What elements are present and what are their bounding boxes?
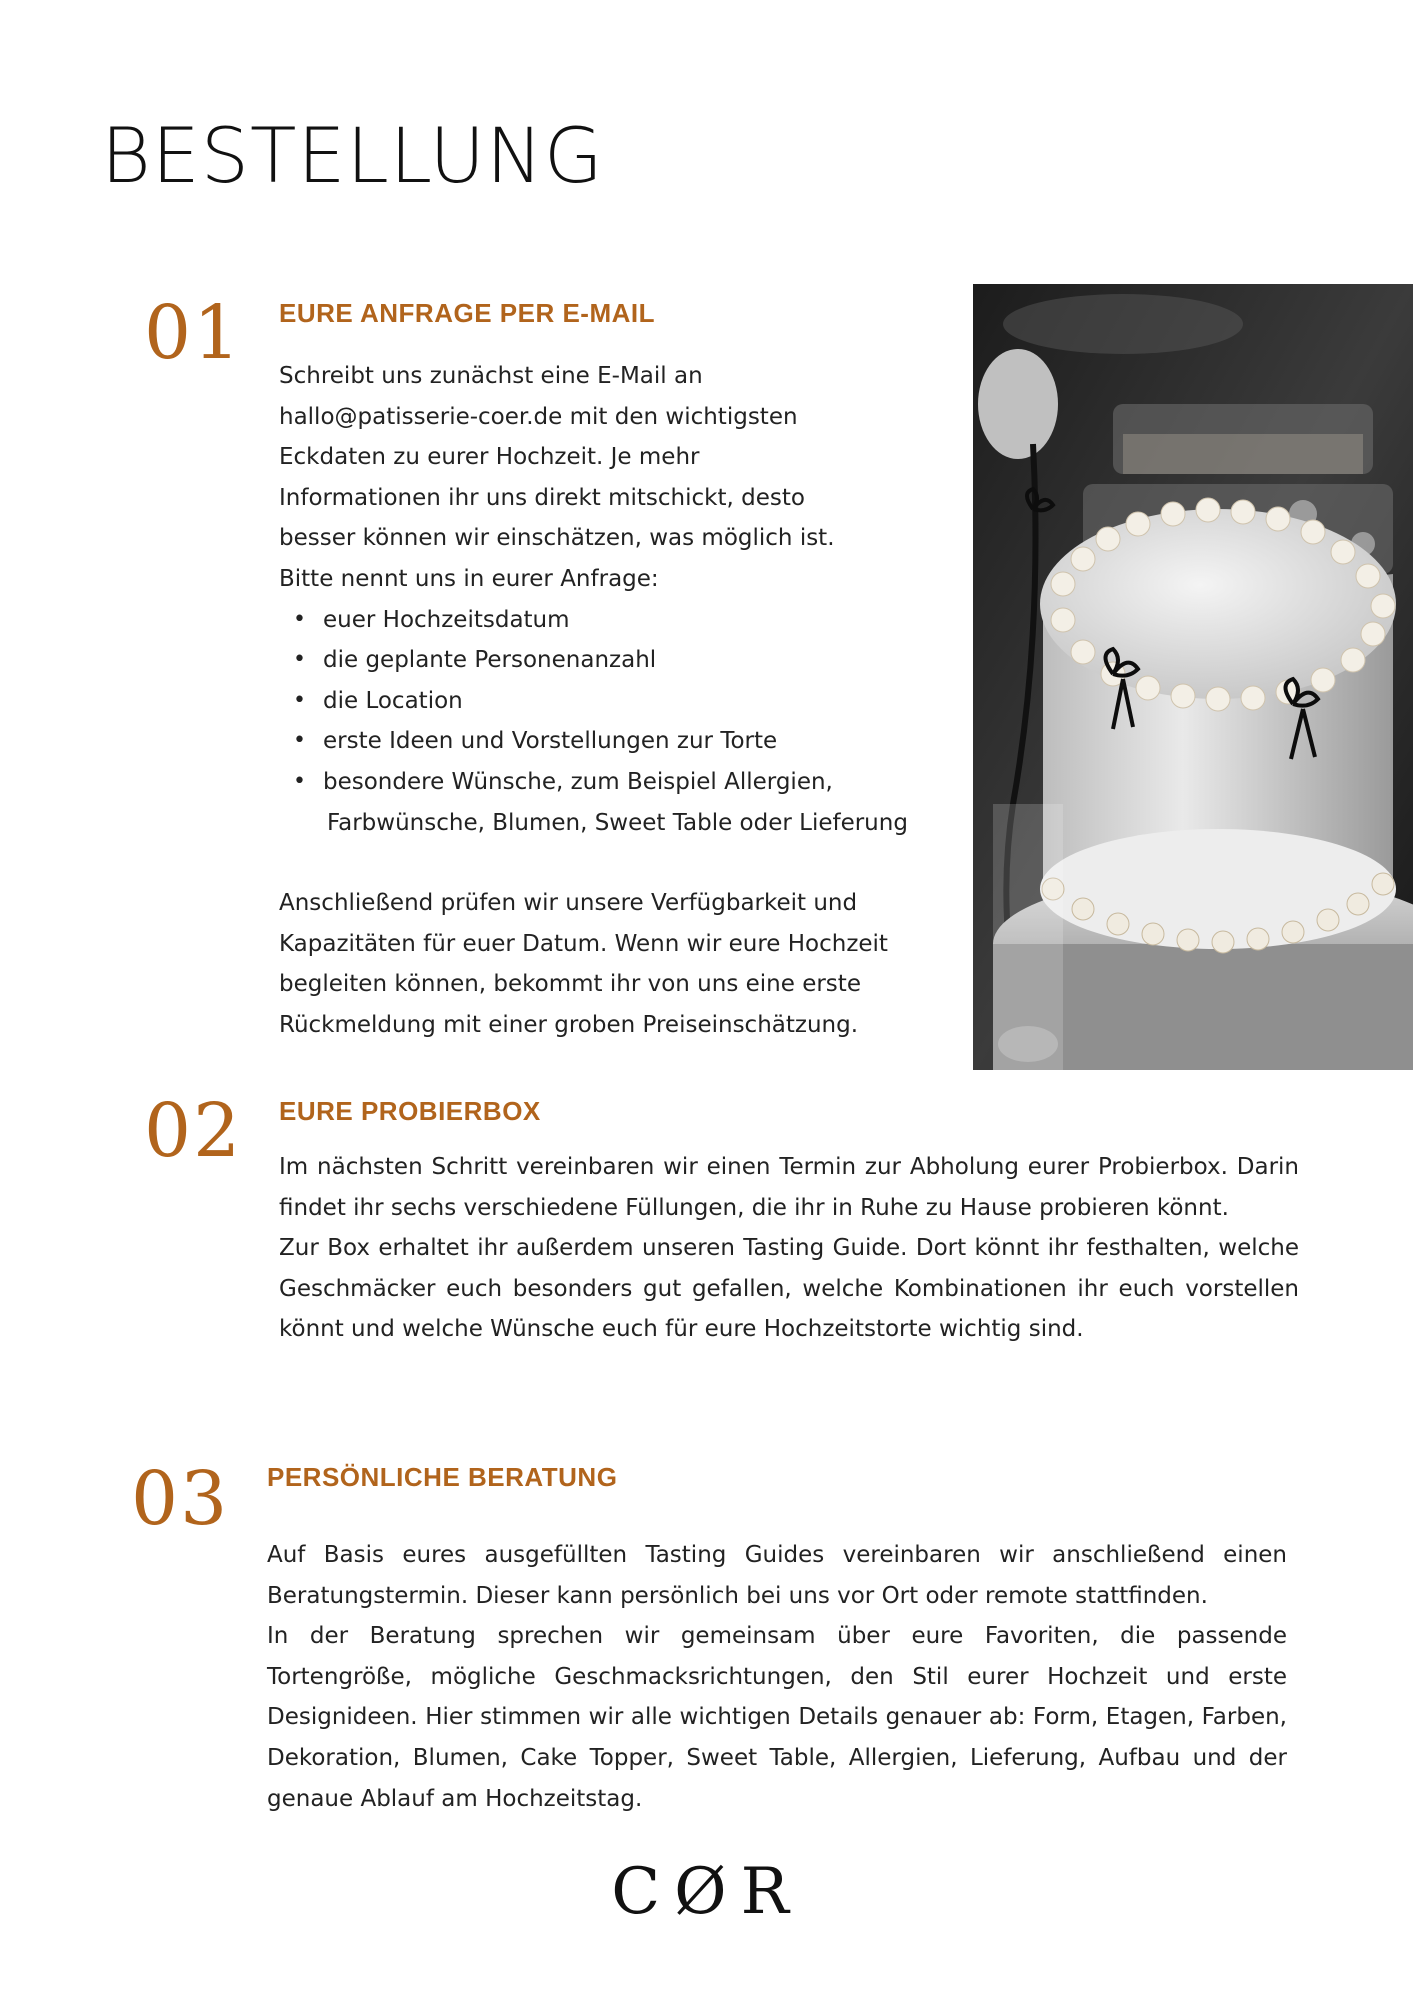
outro-line: Rückmeldung mit einer groben Preiseinschätzung. — [279, 1011, 859, 1038]
wedding-cake-photo — [973, 284, 1413, 1070]
brand-logo: CØR — [611, 1855, 803, 1929]
outro-line: Kapazitäten für euer Datum. Wenn wir eure Hochzeit — [279, 930, 888, 957]
intro-line: Eckdaten zu eurer Hochzeit. Je mehr — [279, 444, 700, 471]
list-item: • die Location — [279, 681, 969, 722]
intro-line: besser können wir einschätzen, was möglich ist. — [279, 525, 835, 552]
list-item: • besondere Wünsche, zum Beispiel Allergien, — [279, 762, 969, 803]
list-item: • euer Hochzeitsdatum — [279, 600, 969, 641]
list-item-continuation: Farbwünsche, Blumen, Sweet Table oder Lieferung — [327, 809, 908, 836]
step-number-2: 02 — [144, 1088, 243, 1174]
paragraph: Auf Basis eures ausgefüllten Tasting Guides vereinbaren wir anschließend einen Beratungstermin. Dieser kann persönlich bei uns vor Ort oder remote stattfinden. — [267, 1542, 1287, 1609]
step-1-body — [279, 356, 969, 1046]
paragraph: Zur Box erhaltet ihr außerdem unseren Tasting Guide. Dort könnt ihr festhalten, welche Geschmäcker euch besonders gut gefallen, welche Kombinationen ihr euch vorstellen könnt und welche Wünsche euch für eure Hochzeitstorte wichtig sind. — [279, 1235, 1299, 1343]
list-item: • erste Ideen und Vorstellungen zur Torte — [279, 721, 969, 762]
paragraph: In der Beratung sprechen wir gemeinsam über eure Favoriten, die passende Tortengröße, mögliche Geschmacksrichtungen, den Stil eurer Hochzeit und erste Designideen. Hier stimmen wir alle wichtigen Details genauer ab: Form, Etagen, Farben, Dekoration, Blumen, Cake Topper, Sweet Table, Allergien, Lieferung, Aufbau und der genaue Ablauf am Hochzeitstag. — [267, 1623, 1287, 1812]
list-item: • die geplante Personenanzahl — [279, 640, 969, 681]
page-title: BESTELLUNG — [101, 111, 604, 200]
step-heading-1: EURE ANFRAGE PER E-MAIL — [279, 298, 655, 328]
intro-line: Schreibt uns zunächst eine E-Mail an — [279, 363, 703, 389]
paragraph: Im nächsten Schritt vereinbaren wir einen Termin zur Abholung eurer Probierbox. Darin findet ihr sechs verschiedene Füllungen, die ihr in Ruhe zu Hause probieren könnt. — [279, 1154, 1299, 1221]
step-number-1: 01 — [144, 290, 243, 376]
step-3-body — [267, 1535, 1287, 1819]
step-heading-2: EURE PROBIERBOX — [279, 1096, 541, 1126]
outro-line: Anschließend prüfen wir unsere Verfügbarkeit und — [279, 890, 858, 917]
outro-line: begleiten können, bekommt ihr von uns eine erste — [279, 971, 861, 998]
intro-line: hallo@patisserie-coer.de mit den wichtigsten — [279, 403, 798, 430]
step-number-3: 03 — [131, 1456, 230, 1542]
intro-line: Informationen ihr uns direkt mitschickt, desto — [279, 484, 805, 511]
intro-line: Bitte nennt uns in eurer Anfrage: — [279, 565, 659, 592]
step-2-body — [279, 1147, 1299, 1350]
step-heading-3: PERSÖNLICHE BERATUNG — [267, 1462, 618, 1492]
request-checklist — [279, 600, 969, 803]
